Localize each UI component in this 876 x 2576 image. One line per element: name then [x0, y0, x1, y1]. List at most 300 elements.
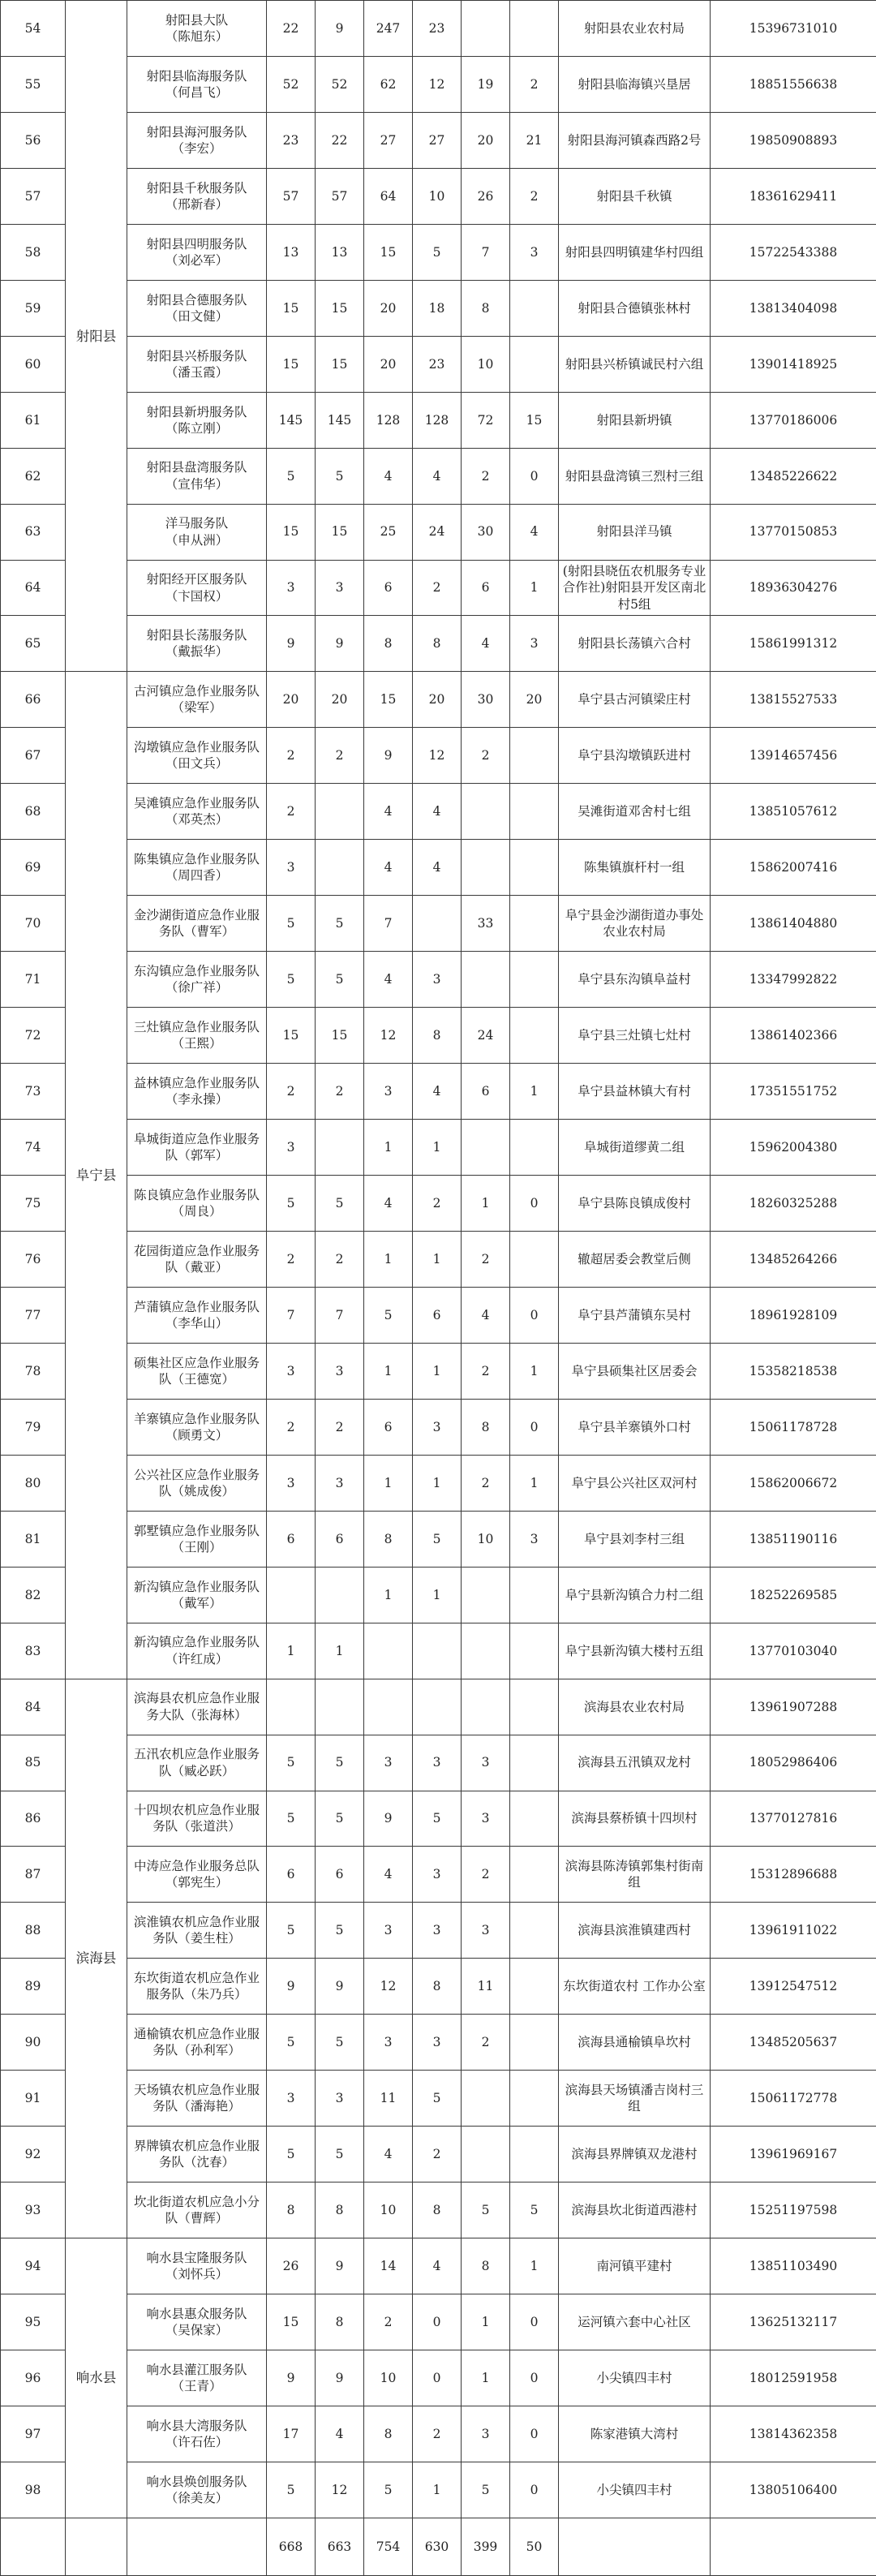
- row-number: 56: [1, 112, 66, 168]
- row-number: 74: [1, 1120, 66, 1176]
- value-4: 8: [413, 616, 462, 672]
- team-name: 坎北街道农机应急小分队（曹辉）: [127, 2183, 267, 2238]
- team-name: 滨海县农机应急作业服务大队（张海林）: [127, 1679, 267, 1735]
- team-name: 响水县灌江服务队 （王青）: [127, 2350, 267, 2406]
- value-1: [267, 1567, 316, 1623]
- team-name: 射阳县海河服务队 （李宏）: [127, 112, 267, 168]
- value-4: [413, 1623, 462, 1679]
- value-2: 22: [316, 112, 364, 168]
- value-5: 10: [462, 336, 510, 392]
- row-number: 78: [1, 1343, 66, 1399]
- phone-number: 13347992822: [711, 952, 876, 1008]
- address: 阜宁县新沟镇合力村二组: [559, 1567, 711, 1623]
- value-5: [462, 2071, 510, 2127]
- row-number: 61: [1, 392, 66, 448]
- address: 东坎街道农村 工作办公室: [559, 1959, 711, 2015]
- value-4: 1: [413, 1231, 462, 1287]
- value-1: 9: [267, 616, 316, 672]
- table-body: [1, 1, 876, 2576]
- row-number: 64: [1, 560, 66, 616]
- phone-number: 15962004380: [711, 1120, 876, 1176]
- value-5: 3: [462, 1735, 510, 1791]
- value-5: [462, 1567, 510, 1623]
- value-5: 10: [462, 1511, 510, 1567]
- value-4: 12: [413, 56, 462, 112]
- row-number: 58: [1, 224, 66, 280]
- table-row: [1, 1343, 876, 1399]
- value-1: 5: [267, 1791, 316, 1847]
- team-name: 射阳县新坍服务队 （陈立刚）: [127, 392, 267, 448]
- address: 射阳县临海镇兴垦居: [559, 56, 711, 112]
- value-3: 5: [364, 2462, 413, 2518]
- phone-number: 13805106400: [711, 2462, 876, 2518]
- value-6: 1: [510, 1064, 559, 1120]
- table-row: [1, 1008, 876, 1064]
- team-name: 射阳县四明服务队 （刘必军）: [127, 224, 267, 280]
- team-name: 新沟镇应急作业服务队（戴军）: [127, 1567, 267, 1623]
- value-2: 5: [316, 1791, 364, 1847]
- value-1: 15: [267, 1008, 316, 1064]
- value-5: [462, 1623, 510, 1679]
- value-5: 30: [462, 672, 510, 728]
- phone-number: 15061172778: [711, 2071, 876, 2127]
- county-cell-sheyang: 射阳县: [66, 1, 127, 672]
- team-name: 陈良镇应急作业服务队（周良）: [127, 1176, 267, 1232]
- value-3: 128: [364, 392, 413, 448]
- value-3: 11: [364, 2071, 413, 2127]
- address: 小尖镇四丰村: [559, 2350, 711, 2406]
- value-5: 2: [462, 1231, 510, 1287]
- value-4: 8: [413, 1008, 462, 1064]
- address: 射阳县长荡镇六合村: [559, 616, 711, 672]
- value-3: 12: [364, 1008, 413, 1064]
- value-2: 52: [316, 56, 364, 112]
- value-6: [510, 840, 559, 896]
- row-number: 73: [1, 1064, 66, 1120]
- value-4: 4: [413, 448, 462, 504]
- address: 南河镇平建村: [559, 2238, 711, 2294]
- value-4: 1: [413, 2462, 462, 2518]
- value-2: 3: [316, 1455, 364, 1511]
- row-number: 84: [1, 1679, 66, 1735]
- value-1: 3: [267, 840, 316, 896]
- address: (射阳县晓伍农机服务专业合作社)射阳县开发区南北村5组: [559, 560, 711, 616]
- phone-number: 13961911022: [711, 1903, 876, 1959]
- address: 射阳县海河镇森西路2号: [559, 112, 711, 168]
- team-name: 响水县宝隆服务队 （刘怀兵）: [127, 2238, 267, 2294]
- value-6: 15: [510, 392, 559, 448]
- value-4: 8: [413, 2183, 462, 2238]
- value-4: 27: [413, 112, 462, 168]
- phone-number: 13815527533: [711, 672, 876, 728]
- value-6: [510, 1120, 559, 1176]
- value-5: 2: [462, 1847, 510, 1903]
- address: 射阳县合德镇张林村: [559, 280, 711, 336]
- value-3: 6: [364, 1399, 413, 1455]
- team-name: 三灶镇应急作业服务队（王熙）: [127, 1008, 267, 1064]
- value-4: 3: [413, 2015, 462, 2071]
- phone-number: 13961969167: [711, 2127, 876, 2183]
- value-6: [510, 1847, 559, 1903]
- value-2: 15: [316, 336, 364, 392]
- address: 射阳县农业农村局: [559, 1, 711, 57]
- value-3: 15: [364, 224, 413, 280]
- value-6: 3: [510, 1511, 559, 1567]
- value-2: 57: [316, 168, 364, 224]
- value-3: 5: [364, 1287, 413, 1343]
- phone-number: 15396731010: [711, 1, 876, 57]
- address: 阜宁县古河镇梁庄村: [559, 672, 711, 728]
- total-value-6: 50: [510, 2518, 559, 2575]
- value-4: 4: [413, 840, 462, 896]
- totals-blank-name: [127, 2518, 267, 2575]
- county-cell-binhai: 滨海县: [66, 1679, 127, 2238]
- address: 阜宁县新沟镇大楼村五组: [559, 1623, 711, 1679]
- value-2: 9: [316, 1959, 364, 2015]
- address: 运河镇六套中心社区: [559, 2294, 711, 2350]
- value-6: 0: [510, 448, 559, 504]
- value-4: 1: [413, 1567, 462, 1623]
- value-2: 15: [316, 280, 364, 336]
- value-5: 24: [462, 1008, 510, 1064]
- team-name: 界牌镇农机应急作业服务队（沈春）: [127, 2127, 267, 2183]
- value-1: 2: [267, 784, 316, 840]
- row-number: 92: [1, 2127, 66, 2183]
- team-name: 响水县大湾服务队 （许石佐）: [127, 2406, 267, 2462]
- phone-number: 13861404880: [711, 896, 876, 952]
- value-1: 3: [267, 560, 316, 616]
- value-4: [413, 896, 462, 952]
- totals-blank-county: [66, 2518, 127, 2575]
- row-number: 79: [1, 1399, 66, 1455]
- address: 射阳县洋马镇: [559, 504, 711, 560]
- row-number: 75: [1, 1176, 66, 1232]
- phone-number: 18851556638: [711, 56, 876, 112]
- value-1: 15: [267, 2294, 316, 2350]
- table-row: [1, 2350, 876, 2406]
- value-3: 27: [364, 112, 413, 168]
- row-number: 86: [1, 1791, 66, 1847]
- row-number: 82: [1, 1567, 66, 1623]
- phone-number: 13485205637: [711, 2015, 876, 2071]
- value-5: 19: [462, 56, 510, 112]
- value-2: 5: [316, 1903, 364, 1959]
- table-row: [1, 1399, 876, 1455]
- phone-number: 13770103040: [711, 1623, 876, 1679]
- row-number: 81: [1, 1511, 66, 1567]
- value-2: 9: [316, 2350, 364, 2406]
- value-2: [316, 1567, 364, 1623]
- team-name: 花园街道应急作业服务队（戴亚）: [127, 1231, 267, 1287]
- table-row: [1, 1, 876, 57]
- value-5: 11: [462, 1959, 510, 2015]
- value-6: 4: [510, 504, 559, 560]
- table-row: [1, 448, 876, 504]
- value-6: [510, 1, 559, 57]
- address: 滨海县滨淮镇建西村: [559, 1903, 711, 1959]
- table-row: [1, 1511, 876, 1567]
- phone-number: 13861402366: [711, 1008, 876, 1064]
- total-value-4: 630: [413, 2518, 462, 2575]
- row-number: 65: [1, 616, 66, 672]
- table-row: [1, 1287, 876, 1343]
- value-6: [510, 2127, 559, 2183]
- value-5: 2: [462, 1343, 510, 1399]
- table-row: [1, 2071, 876, 2127]
- value-3: 3: [364, 2015, 413, 2071]
- address: 滨海县通榆镇阜坎村: [559, 2015, 711, 2071]
- value-6: 3: [510, 224, 559, 280]
- phone-number: 13770186006: [711, 392, 876, 448]
- value-2: 6: [316, 1511, 364, 1567]
- value-2: 12: [316, 2462, 364, 2518]
- address: 阜宁县陈良镇成俊村: [559, 1176, 711, 1232]
- team-name: 公兴社区应急作业服务队（姚成俊）: [127, 1455, 267, 1511]
- value-6: 3: [510, 616, 559, 672]
- value-6: [510, 1735, 559, 1791]
- value-6: [510, 1903, 559, 1959]
- address: 滨海县界牌镇双龙港村: [559, 2127, 711, 2183]
- value-3: 4: [364, 952, 413, 1008]
- phone-number: 13625132117: [711, 2294, 876, 2350]
- value-6: 1: [510, 2238, 559, 2294]
- value-1: 2: [267, 728, 316, 784]
- value-1: 3: [267, 1455, 316, 1511]
- row-number: 59: [1, 280, 66, 336]
- team-name: 通榆镇农机应急作业服务队（孙利军）: [127, 2015, 267, 2071]
- phone-number: 18936304276: [711, 560, 876, 616]
- row-number: 68: [1, 784, 66, 840]
- phone-number: 18361629411: [711, 168, 876, 224]
- row-number: 66: [1, 672, 66, 728]
- value-6: [510, 1567, 559, 1623]
- table-row: [1, 1231, 876, 1287]
- phone-number: 15862007416: [711, 840, 876, 896]
- value-6: [510, 952, 559, 1008]
- value-6: 0: [510, 2350, 559, 2406]
- team-name: 羊寨镇应急作业服务队（顾勇文）: [127, 1399, 267, 1455]
- table-row: [1, 2183, 876, 2238]
- value-3: 4: [364, 448, 413, 504]
- value-3: 1: [364, 1231, 413, 1287]
- value-5: 7: [462, 224, 510, 280]
- value-1: 5: [267, 1176, 316, 1232]
- value-5: [462, 840, 510, 896]
- team-name: 洋马服务队 （申从洲）: [127, 504, 267, 560]
- value-1: 2: [267, 1231, 316, 1287]
- value-5: 4: [462, 1287, 510, 1343]
- value-4: 1: [413, 1343, 462, 1399]
- phone-number: 19850908893: [711, 112, 876, 168]
- table-row: [1, 1791, 876, 1847]
- team-name: 射阳县千秋服务队 （邢新春）: [127, 168, 267, 224]
- value-4: 4: [413, 2238, 462, 2294]
- value-5: [462, 784, 510, 840]
- value-1: 2: [267, 1399, 316, 1455]
- team-name: 陈集镇应急作业服务队（周四香）: [127, 840, 267, 896]
- total-value-5: 399: [462, 2518, 510, 2575]
- table-row: [1, 392, 876, 448]
- table-row: [1, 280, 876, 336]
- row-number: 70: [1, 896, 66, 952]
- value-6: 1: [510, 1455, 559, 1511]
- row-number: 94: [1, 2238, 66, 2294]
- table-row: [1, 2294, 876, 2350]
- value-3: 247: [364, 1, 413, 57]
- value-4: 8: [413, 1959, 462, 2015]
- value-3: 64: [364, 168, 413, 224]
- value-6: [510, 1679, 559, 1735]
- value-5: 4: [462, 616, 510, 672]
- value-2: 2: [316, 728, 364, 784]
- address: 射阳县新坍镇: [559, 392, 711, 448]
- value-3: 62: [364, 56, 413, 112]
- address: 阜宁县三灶镇七灶村: [559, 1008, 711, 1064]
- address: 陈集镇旗杆村一组: [559, 840, 711, 896]
- value-4: [413, 1679, 462, 1735]
- value-3: 4: [364, 1847, 413, 1903]
- value-3: 9: [364, 1791, 413, 1847]
- value-2: 8: [316, 2183, 364, 2238]
- address: 滨海县坎北街道西港村: [559, 2183, 711, 2238]
- value-4: 18: [413, 280, 462, 336]
- value-6: [510, 1791, 559, 1847]
- value-5: 30: [462, 504, 510, 560]
- team-name: 东坎街道农机应急作业服务队（朱乃兵）: [127, 1959, 267, 2015]
- phone-number: 13813404098: [711, 280, 876, 336]
- value-4: 20: [413, 672, 462, 728]
- value-2: [316, 1679, 364, 1735]
- value-4: 12: [413, 728, 462, 784]
- county-cell-xiangshui: 响水县: [66, 2238, 127, 2518]
- value-2: 5: [316, 1176, 364, 1232]
- value-2: 5: [316, 896, 364, 952]
- table-row: [1, 952, 876, 1008]
- value-5: 20: [462, 112, 510, 168]
- value-3: [364, 1623, 413, 1679]
- value-4: 10: [413, 168, 462, 224]
- value-3: 2: [364, 2294, 413, 2350]
- value-4: 3: [413, 952, 462, 1008]
- address: 小尖镇四丰村: [559, 2462, 711, 2518]
- address: 滨海县五汛镇双龙村: [559, 1735, 711, 1791]
- phone-number: 13912547512: [711, 1959, 876, 2015]
- table-row: [1, 616, 876, 672]
- value-5: 8: [462, 280, 510, 336]
- value-3: 6: [364, 560, 413, 616]
- row-number: 91: [1, 2071, 66, 2127]
- phone-number: 15358218538: [711, 1343, 876, 1399]
- team-name: 射阳县盘湾服务队 （宣伟华）: [127, 448, 267, 504]
- team-name: 滨淮镇农机应急作业服务队（姜生柱）: [127, 1903, 267, 1959]
- value-2: 15: [316, 504, 364, 560]
- value-6: 0: [510, 1176, 559, 1232]
- value-4: 2: [413, 2127, 462, 2183]
- value-2: 9: [316, 616, 364, 672]
- team-name: 新沟镇应急作业服务队（许红成）: [127, 1623, 267, 1679]
- team-name: 郭墅镇应急作业服务队（王刚）: [127, 1511, 267, 1567]
- address: 射阳县盘湾镇三烈村三组: [559, 448, 711, 504]
- value-1: 5: [267, 896, 316, 952]
- phone-number: 13901418925: [711, 336, 876, 392]
- value-3: 20: [364, 280, 413, 336]
- table-row: [1, 1120, 876, 1176]
- value-6: [510, 280, 559, 336]
- row-number: 85: [1, 1735, 66, 1791]
- phone-number: 13851057612: [711, 784, 876, 840]
- table-row: [1, 224, 876, 280]
- value-3: 4: [364, 840, 413, 896]
- row-number: 97: [1, 2406, 66, 2462]
- value-1: 15: [267, 504, 316, 560]
- row-number: 76: [1, 1231, 66, 1287]
- team-name: 芦蒲镇应急作业服务队（李华山）: [127, 1287, 267, 1343]
- value-4: 0: [413, 2350, 462, 2406]
- value-4: 3: [413, 1903, 462, 1959]
- value-2: 13: [316, 224, 364, 280]
- address: 阜宁县刘李村三组: [559, 1511, 711, 1567]
- table-row: [1, 112, 876, 168]
- address: 吴滩街道邓舍村七组: [559, 784, 711, 840]
- value-5: 1: [462, 2294, 510, 2350]
- team-name: 射阳县长荡服务队 （戴振华）: [127, 616, 267, 672]
- value-2: 5: [316, 1735, 364, 1791]
- phone-number: 15861991312: [711, 616, 876, 672]
- county-cell-funing: 阜宁县: [66, 672, 127, 1679]
- value-1: 5: [267, 1735, 316, 1791]
- row-number: 57: [1, 168, 66, 224]
- value-4: 23: [413, 1, 462, 57]
- value-5: 3: [462, 1903, 510, 1959]
- table-row: [1, 2127, 876, 2183]
- value-1: 145: [267, 392, 316, 448]
- value-1: 26: [267, 2238, 316, 2294]
- value-3: 4: [364, 784, 413, 840]
- row-number: 69: [1, 840, 66, 896]
- phone-number: 13770127816: [711, 1791, 876, 1847]
- table-row: [1, 1959, 876, 2015]
- value-6: 1: [510, 1343, 559, 1399]
- value-3: 10: [364, 2350, 413, 2406]
- row-number: 98: [1, 2462, 66, 2518]
- team-name: 五汛农机应急作业服务队（臧必跃）: [127, 1735, 267, 1791]
- value-1: 22: [267, 1, 316, 57]
- value-5: [462, 1, 510, 57]
- value-3: 8: [364, 2406, 413, 2462]
- row-number: 89: [1, 1959, 66, 2015]
- phone-number: 18052986406: [711, 1735, 876, 1791]
- table-row: [1, 2406, 876, 2462]
- row-number: 96: [1, 2350, 66, 2406]
- row-number: 87: [1, 1847, 66, 1903]
- phone-number: 13814362358: [711, 2406, 876, 2462]
- value-1: 3: [267, 2071, 316, 2127]
- value-5: 8: [462, 1399, 510, 1455]
- row-number: 80: [1, 1455, 66, 1511]
- address: 辙超居委会教堂后侧: [559, 1231, 711, 1287]
- value-6: [510, 336, 559, 392]
- value-3: 20: [364, 336, 413, 392]
- team-name: 金沙湖街道应急作业服务队（曹军）: [127, 896, 267, 952]
- value-1: 6: [267, 1847, 316, 1903]
- value-1: 5: [267, 952, 316, 1008]
- value-3: 15: [364, 672, 413, 728]
- value-5: 33: [462, 896, 510, 952]
- value-1: 17: [267, 2406, 316, 2462]
- value-3: 3: [364, 1903, 413, 1959]
- row-number: 95: [1, 2294, 66, 2350]
- phone-number: 17351551752: [711, 1064, 876, 1120]
